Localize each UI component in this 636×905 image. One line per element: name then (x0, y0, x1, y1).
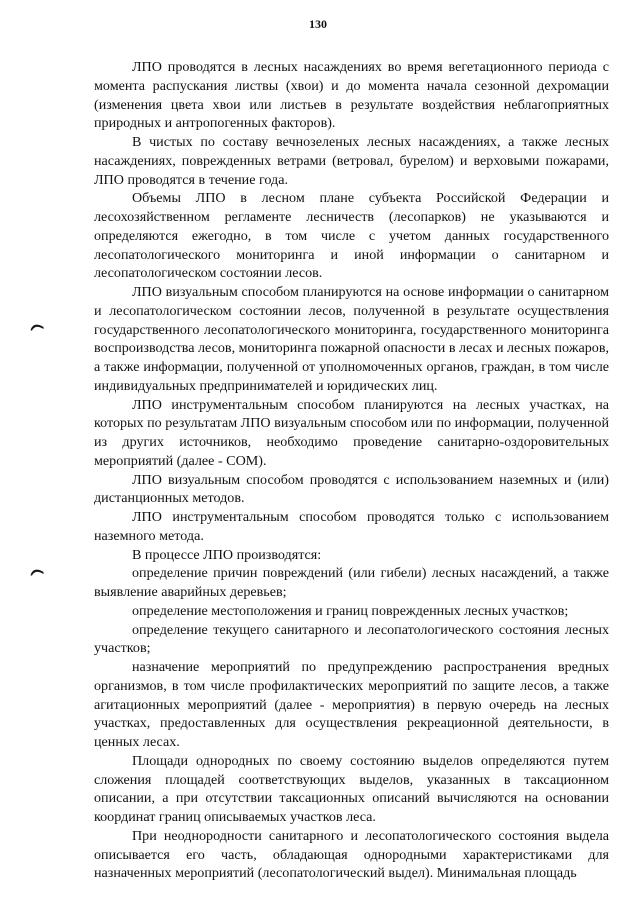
binder-hole-mark-top (30, 322, 44, 331)
paragraph-11: определение текущего санитарного и лесопатологического состояния лесных участков; (94, 621, 609, 657)
paragraph-7: ЛПО инструментальным способом проводятся только с использованием наземного метода. (94, 509, 609, 544)
document-body (94, 58, 609, 883)
paragraph-3: Объемы ЛПО в лесном плане субъекта Российской Федерации и лесохозяйственном регламенте лесничеств (лесопарков) не указываются и определяются ежегодно, в том числе с учетом данных государственного лесопатологического мониторинга и иной информации о санитарном и лесопатологическом состоянии лесов. (94, 190, 609, 282)
paragraph-9: определение причин повреждений (или гибели) лесных насаждений, а также выявление аварийных деревьев; (94, 565, 609, 600)
paragraph-8: В процессе ЛПО производятся: (132, 546, 322, 563)
paragraph-1: ЛПО проводятся в лесных насаждениях во время вегетационного периода с момента распускания листвы (хвои) и до момента начала сезонной дехромации (изменения цвета хвои или листьев в результате воздействия неблагоприятных природных и антропогенных факторов). (94, 59, 609, 132)
paragraph-4: ЛПО визуальным способом планируются на основе информации о санитарном и лесопатологическом состоянии лесов, полученной в результате осуществления государственного лесопатологического мониторинга, государственного мониторинга воспроизводства лесов, мониторинга пожарной опасности в лесах и лесных пожаров, а также информации, полученной от уполномоченных органов, граждан, в том числе индивидуальных предпринимателей и юридических лиц. (94, 284, 609, 394)
paragraph-5: ЛПО инструментальным способом планируются на лесных участках, на которых по результатам ЛПО визуальным способом или по информации, полученной из других источников, необходимо проведение санитарно-оздоровительных мероприятий (далее - СОМ). (94, 396, 609, 469)
binder-hole-mark-bottom (30, 567, 44, 576)
paragraph-2: В чистых по составу вечнозеленых лесных насаждениях, а также лесных насаждениях, поврежденных ветрами (ветровал, бурелом) и верховыми пожарами, ЛПО проводятся в течение года. (94, 134, 609, 188)
page-number: 130 (309, 17, 327, 31)
paragraph-10: определение местоположения и границ поврежденных лесных участков; (132, 602, 569, 619)
paragraph-13: Площади однородных по своему состоянию выделов определяются путем сложения площадей соответствующих выделов, указанных в таксационном описании, а при отсутствии таксационных описаний вычисляются на основании координат границ описываемых участков леса. (94, 752, 609, 825)
paragraph-6: ЛПО визуальным способом проводятся с использованием наземных и (или) дистанционных методов. (94, 471, 609, 507)
paragraph-12: назначение мероприятий по предупреждению распространения вредных организмов, в том числе профилактических мероприятий по защите лесов, а также агитационных мероприятий (далее - мероприятия) в первую очередь на лесных участках, предоставленных для осуществления рекреационной деятельности, в ценных лесах. (94, 659, 609, 750)
paragraph-14: При неоднородности санитарного и лесопатологического состояния выдела описывается его часть, обладающая однородными характеристиками для назначенных мероприятий (лесопатологический выдел). Минимальная площадь (94, 827, 609, 882)
